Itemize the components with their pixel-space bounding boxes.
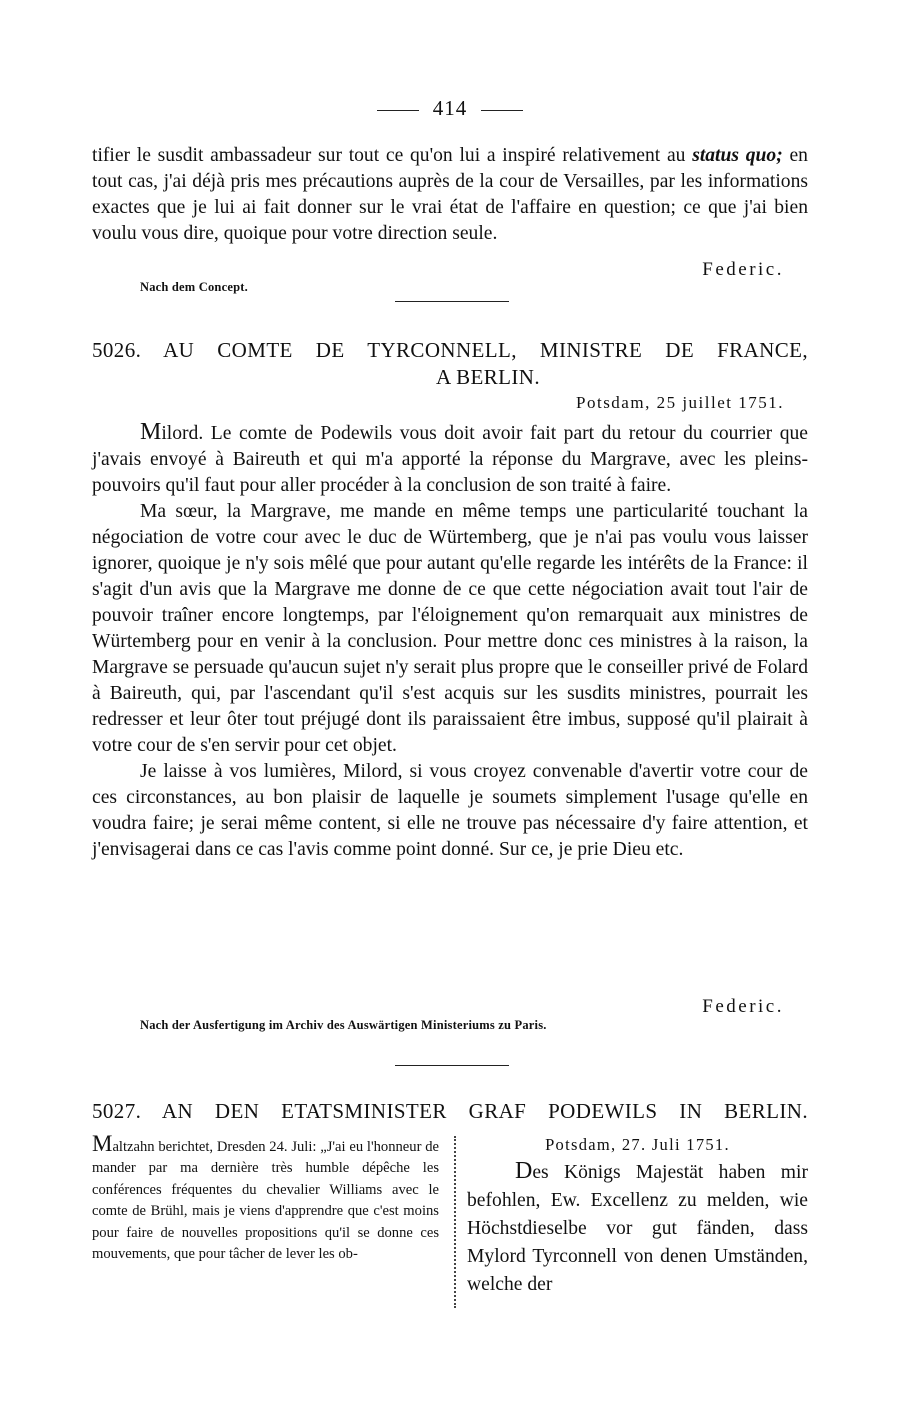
initial-letter: D <box>515 1158 533 1184</box>
body-paragraph <box>467 1157 808 1299</box>
header-rule-right <box>481 110 523 111</box>
body-paragraph-1 <box>92 419 808 499</box>
italic-phrase: status quo; <box>692 145 783 166</box>
paragraph-text: ilord. Le comte de Podewils vous doit avoir fait part du retour du courrier que j'avais envoyé à Baireuth et qui m'a apporté la réponse du Margrave, avec les pleins-pouvoirs qu'il faut pour aller procéder à la conclusion de son traité à faire. <box>92 423 808 496</box>
report-excerpt-text: altzahn berichtet, Dresden 24. Juli: „J'ai eu l'honneur de mander par ma dernière très humble dépêche les conférences fréquentes du chevalier Williams avec le comte de Brühl, mais je viens d'apprendre que c'est moins pour faire de nouvelles propositions qu'il se donne ces mouvements, que pour tâcher de lever les ob- <box>92 1139 439 1263</box>
letter-heading: 5027. AN DEN ETATSMINISTER GRAF PODEWILS IN BERLIN. <box>92 1099 808 1123</box>
continuation-paragraph <box>92 143 808 247</box>
dateline: Potsdam, 25 juillet 1751. <box>576 393 784 412</box>
source-note: Nach dem Concept. <box>140 280 248 294</box>
letter-heading: 5026. AU COMTE DE TYRCONNELL, MINISTRE DE FRANCE, <box>92 338 808 362</box>
page-header <box>92 96 808 121</box>
initial-letter: M <box>140 419 162 445</box>
section-separator <box>395 301 509 302</box>
body-paragraph-2: Ma sœur, la Margrave, me mande en même temps une particularité touchant la négociation de votre cour avec le duc de Würtemberg, que je n'ai pas voulu vous laisser ignorer, quoique je n'y sois mêlé que pour autant qu'elle regarde les intérêts de la France: il s'agit d'un avis que la Margrave me donne de ce que cette négociation avait tout l'air de pouvoir traîner encore longtemps, par l'éloignement qu'on remarquait aux ministres de Würtemberg pour en venir à la conclusion. Pour mettre donc ces ministres à la raison, la Margrave se persuade qu'aucun sujet n'y serait plus propre que le conseiller privé de Folard à Baireuth, qui, par l'ascendant qu'il s'est acquis sur les susdits ministres, pourrait les redresser et leur ôter tout préjugé dont ils paraissaient être imbus, supposé qu'il plairait à votre cour de s'en servir pour cet objet. <box>92 501 808 756</box>
signature: Federic. <box>702 259 784 280</box>
body-paragraph-3: Je laisse à vos lumières, Milord, si vous croyez convenable d'avertir votre cour de ces circonstances, au bon plaisir de laquelle je soumets simplement l'usage qu'elle en voudra faire; je serai même content, si elle ne trouve pas nécessaire d'y faire attention, et j'envisagerai dans ce cas l'avis comme point donné. Sur ce, je prie Dieu etc. <box>92 761 808 860</box>
header-rule-left <box>377 110 419 111</box>
column-divider <box>454 1136 456 1308</box>
signature: Federic. <box>702 996 784 1017</box>
page-number: 414 <box>432 96 468 120</box>
continuation-text-b: en tout cas, j'ai déjà pris mes précautions auprès de la cour de Versailles, par les informations exactes que je lui ai fait donner sur le vrai état de l'affaire en question; ce que j'ai bien voulu vous dire, quoique pour votre direction seule. <box>92 145 808 244</box>
letter-body <box>92 419 808 863</box>
paragraph-text: es Königs Majestät haben mir befohlen, Ew. Excellenz zu melden, wie Höchstdieselbe vor gut fänden, dass Mylord Tyrconnell von denen Umständen, welche der <box>467 1162 808 1295</box>
dateline: Potsdam, 27. Juli 1751. <box>545 1135 730 1154</box>
letter-column <box>467 1133 808 1299</box>
letter-heading-continued: A BERLIN. <box>436 365 540 389</box>
source-note: Nach der Ausfertigung im Archiv des Auswärtigen Ministeriums zu Paris. <box>140 1018 547 1032</box>
section-separator <box>395 1065 509 1066</box>
report-excerpt-column <box>92 1133 439 1265</box>
continuation-text-a: tifier le susdit ambassadeur sur tout ce qu'on lui a inspiré relativement au <box>92 145 693 166</box>
initial-letter: M <box>92 1131 113 1156</box>
